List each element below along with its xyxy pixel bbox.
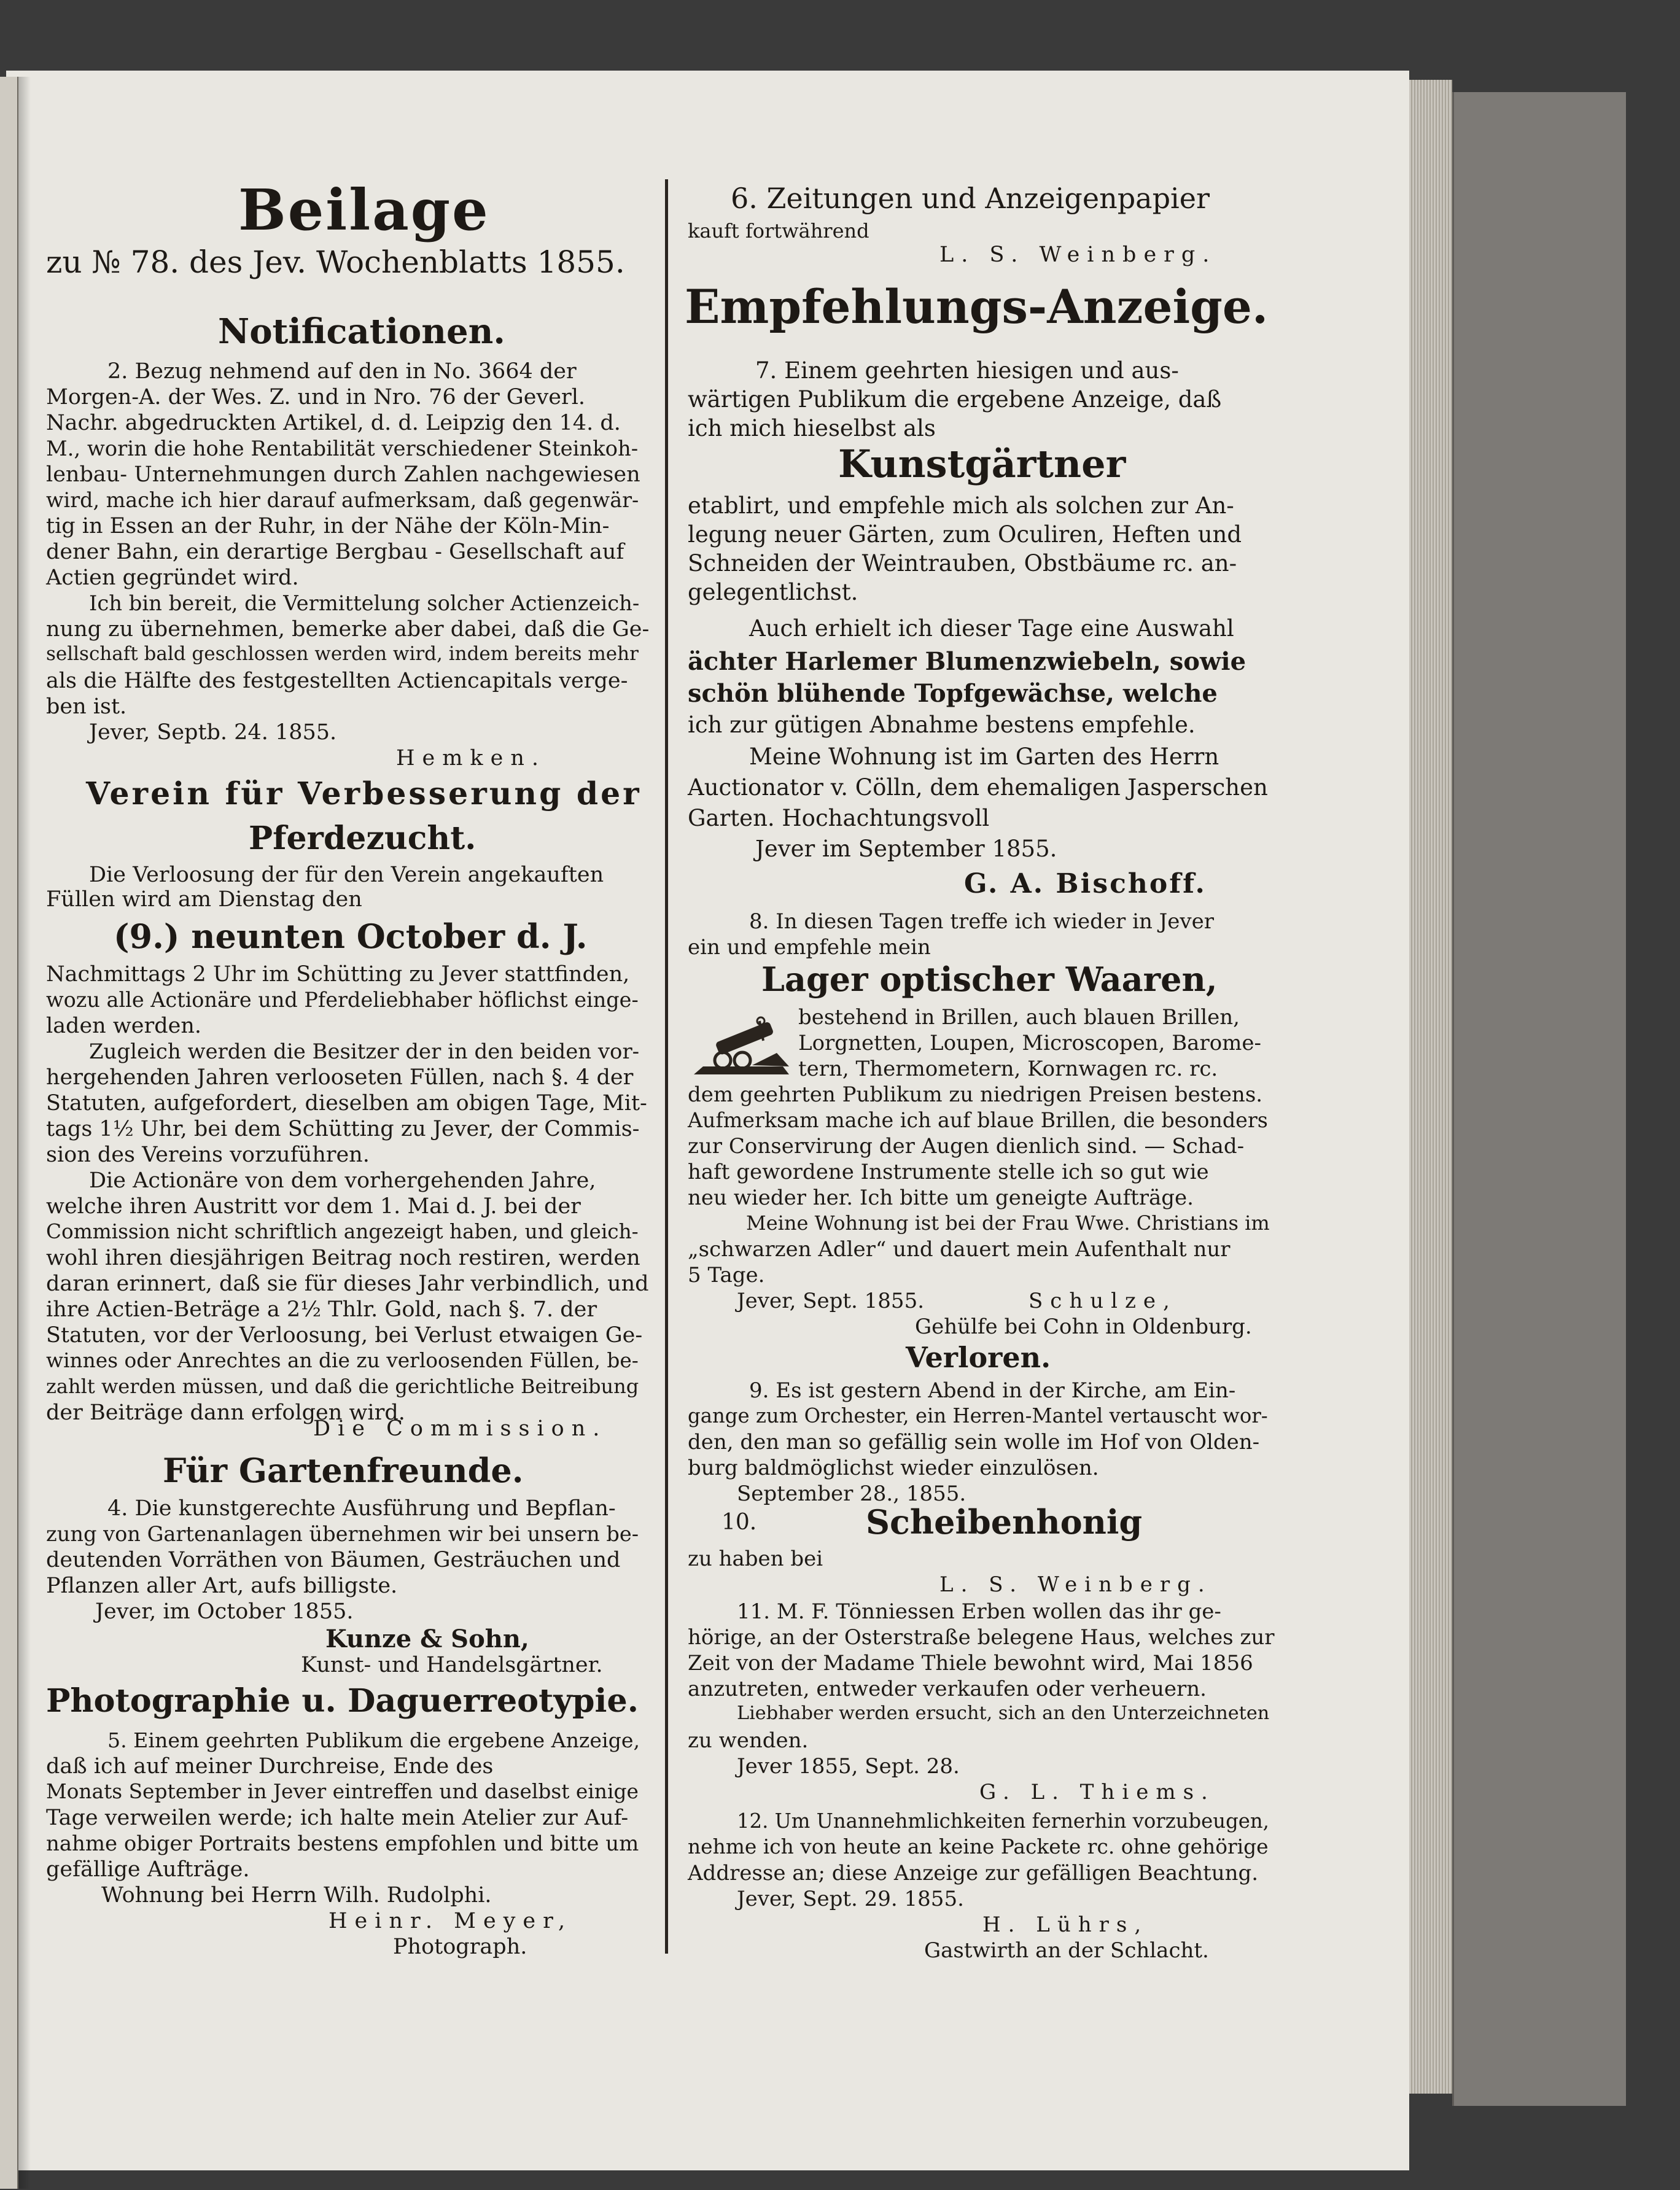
notice-11-line: Liebhaber werden ersucht, sich an den Unterzeichneten xyxy=(737,1703,1270,1724)
notice-12-line: Addresse an; diese Anzeige zur gefälligen Beachtung. xyxy=(688,1861,1259,1885)
optik-heading: Lager optischer Waaren, xyxy=(761,960,1218,999)
verein-body-line: sion des Vereins vorzuführen. xyxy=(46,1143,370,1167)
verein-body-line: der Beiträge dann erfolgen wird. xyxy=(46,1400,405,1425)
notice-4-line: zung von Gartenanlagen übernehmen wir bei unsern be- xyxy=(46,1522,639,1546)
notice-10-line: zu haben bei xyxy=(688,1547,823,1571)
verein-heading-2: Pferdezucht. xyxy=(249,820,476,857)
notice-7-body-line: legung neuer Gärten, zum Oculiren, Heften und xyxy=(688,521,1242,548)
column-divider xyxy=(665,179,668,1954)
notice-8-signature: Schulze, xyxy=(1029,1289,1177,1313)
notice-6-signature: L. S. Weinberg. xyxy=(939,243,1217,267)
notice-8-body-line: haft gewordene Instrumente stelle ich so gut wie xyxy=(688,1160,1209,1184)
notice-12-date: Jever, Sept. 29. 1855. xyxy=(737,1887,964,1911)
notice-9-line: gange zum Orchester, ein Herren-Mantel vertauscht wor- xyxy=(688,1404,1268,1427)
lost-heading: Verloren. xyxy=(906,1341,1051,1374)
notice-7-body-line: Garten. Hochachtungsvoll xyxy=(688,805,990,831)
notice-8-body-line: neu wieder her. Ich bitte um geneigte Aufträge. xyxy=(688,1186,1194,1210)
notice-2-line: 2. Bezug nehmend auf den in No. 3664 der xyxy=(107,359,577,384)
notice-2-line: wird, mache ich hier darauf aufmerksam, daß gegenwär- xyxy=(46,488,639,512)
notice-4-date: Jever, im October 1855. xyxy=(95,1599,354,1624)
notice-8-line: 8. In diesen Tagen treffe ich wieder in Jever xyxy=(749,909,1215,934)
verein-body-line: laden werden. xyxy=(46,1014,202,1038)
notice-7-signature: G. A. Bischoff. xyxy=(964,868,1207,899)
notice-7-body-line: Meine Wohnung ist im Garten des Herrn xyxy=(749,744,1219,770)
notice-5-signature: Heinr. Meyer, xyxy=(329,1909,573,1933)
notice-9-line: den, den man so gefällig sein wolle im Hof von Olden- xyxy=(688,1430,1260,1454)
notice-4-line: 4. Die kunstgerechte Ausführung und Bepflan- xyxy=(107,1496,616,1521)
honey-heading: Scheibenhonig xyxy=(866,1502,1143,1542)
notice-7-body-line: schön blühende Topfgewächse, welche xyxy=(688,679,1218,708)
notice-2-line: sellschaft bald geschlossen werden wird, indem bereits mehr xyxy=(46,643,639,665)
notice-7-body-line: etablirt, und empfehle mich als solchen zur An- xyxy=(688,492,1234,519)
notice-11-line: zu wenden. xyxy=(688,1728,809,1753)
notice-11-line: anzutreten, entweder verkaufen oder verheuern. xyxy=(688,1677,1207,1701)
verein-signature: Die Commission. xyxy=(313,1416,607,1441)
notice-8-body-line: zur Conservirung der Augen dienlich sind. — Schad- xyxy=(688,1134,1245,1159)
verein-body-line: Statuten, aufgefordert, dieselben am obigen Tage, Mit- xyxy=(46,1091,647,1116)
gutter-shadow xyxy=(17,77,31,2189)
notice-5-line: daß ich auf meiner Durchreise, Ende des xyxy=(46,1754,494,1779)
verein-body-line: wozu alle Actionäre und Pferdeliebhaber höflichst einge- xyxy=(46,988,639,1012)
notice-5-line: nahme obiger Portraits bestens empfohlen und bitte um xyxy=(46,1831,639,1855)
notice-11-date: Jever 1855, Sept. 28. xyxy=(737,1754,960,1779)
notice-6-title: 6. Zeitungen und Anzeigenpapier xyxy=(731,182,1210,215)
notice-8-body-line: Lorgnetten, Loupen, Microscopen, Barome- xyxy=(798,1031,1262,1055)
notice-12-line: 12. Um Unannehmlichkeiten fernerhin vorzubeugen, xyxy=(737,1809,1269,1833)
notice-7-line: 7. Einem geehrten hiesigen und aus- xyxy=(755,357,1179,384)
notice-4-signature: Kunze & Sohn, xyxy=(325,1625,529,1653)
notice-4-line: Pflanzen aller Art, aufs billigste. xyxy=(46,1574,398,1598)
notice-5-address: Wohnung bei Herrn Wilh. Rudolphi. xyxy=(101,1883,492,1908)
notice-11-line: 11. M. F. Tönniessen Erben wollen das ihr ge- xyxy=(737,1599,1221,1624)
book-cover xyxy=(1452,92,1626,2106)
notice-8-role: Gehülfe bei Cohn in Oldenburg. xyxy=(915,1314,1252,1339)
kunstgaertner-heading: Kunstgärtner xyxy=(838,441,1126,486)
notice-2-line: Nachr. abgedruckten Artikel, d. d. Leipzig den 14. d. xyxy=(46,411,621,435)
notice-4-line: deutenden Vorräthen von Bäumen, Gesträuchen und xyxy=(46,1548,621,1572)
verein-body-line: ihre Actien-Beträge a 2½ Thlr. Gold, nach §. 7. der xyxy=(46,1297,597,1322)
notice-8-body-line: tern, Thermometern, Kornwagen rc. rc. xyxy=(798,1057,1218,1081)
notice-2-line: nung zu übernehmen, bemerke aber dabei, daß die Ge- xyxy=(46,617,650,642)
supplement-subtitle: zu № 78. des Jev. Wochenblatts 1855. xyxy=(46,244,625,280)
notice-11-signature: G. L. Thiems. xyxy=(979,1780,1215,1804)
notice-7-body-line: Schneiden der Weintrauben, Obstbäume rc. an- xyxy=(688,550,1237,577)
notice-7-body-line: Auch erhielt ich dieser Tage eine Auswahl xyxy=(749,615,1234,642)
notice-12-line: nehme ich von heute an keine Packete rc. ohne gehörige xyxy=(688,1835,1269,1858)
notice-8-body-line: Aufmerksam mache ich auf blaue Brillen, die besonders xyxy=(688,1108,1268,1132)
verein-body-line: Commission nicht schriftlich angezeigt haben, und gleich- xyxy=(46,1220,639,1243)
notice-7-line: wärtigen Publikum die ergebene Anzeige, daß xyxy=(688,386,1222,413)
notice-9-date: September 28., 1855. xyxy=(737,1481,966,1506)
notice-2-line: als die Hälfte des festgestellten Actiencapitals verge- xyxy=(46,669,628,693)
notice-11-line: Zeit von der Madame Thiele bewohnt wird, Mai 1856 xyxy=(688,1651,1253,1676)
verein-body-line: hergehenden Jahren verlooseten Füllen, nach §. 4 der xyxy=(46,1065,634,1090)
notice-10-number: 10. xyxy=(721,1510,757,1535)
section-heading-notifications: Notificationen. xyxy=(218,311,505,352)
notice-5-line: Monats September in Jever eintreffen und daselbst einige xyxy=(46,1780,639,1803)
notice-10-signature: L. S. Weinberg. xyxy=(939,1572,1212,1597)
notice-5-line: gefällige Aufträge. xyxy=(46,1857,250,1882)
garden-heading: Für Gartenfreunde. xyxy=(163,1451,524,1490)
notice-2-line: Morgen-A. der Wes. Z. und in Nro. 76 der Geverl. xyxy=(46,385,586,410)
notice-8-body-line: Meine Wohnung ist bei der Frau Wwe. Christians im xyxy=(746,1211,1270,1235)
empfehlung-heading: Empfehlungs-Anzeige. xyxy=(685,279,1269,334)
notice-11-line: hörige, an der Osterstraße belegene Haus, welches zur xyxy=(688,1625,1275,1650)
facing-page-edge xyxy=(0,77,18,2189)
notice-12-signature: H. Lührs, xyxy=(982,1912,1149,1937)
notice-9-line: 9. Es ist gestern Abend in der Kirche, am Ein- xyxy=(749,1378,1236,1403)
notice-7-body-line: ich zur gütigen Abnahme bestens empfehle. xyxy=(688,712,1196,738)
verein-body-line: daran erinnert, daß sie für dieses Jahr verbindlich, und xyxy=(46,1272,649,1296)
notice-4-role: Kunst- und Handelsgärtner. xyxy=(301,1653,603,1677)
page-block-edge xyxy=(1409,80,1452,2094)
notice-12-role: Gastwirth an der Schlacht. xyxy=(924,1938,1209,1963)
notice-5-role: Photograph. xyxy=(393,1935,527,1959)
notice-5-line: 5. Einem geehrten Publikum die ergebene Anzeige, xyxy=(107,1728,640,1752)
notice-2-signature: Hemken. xyxy=(396,746,546,771)
supplement-title: Beilage xyxy=(238,177,490,243)
notice-8-line: ein und empfehle mein xyxy=(688,935,931,960)
notice-8-date: Jever, Sept. 1855. xyxy=(737,1289,925,1313)
verein-body-line: Statuten, vor der Verloosung, bei Verlust etwaigen Ge- xyxy=(46,1323,643,1348)
notice-5-line: Tage verweilen werde; ich halte mein Atelier zur Auf- xyxy=(46,1806,629,1830)
verein-body-line: zahlt werden müssen, und daß die gerichtliche Beitreibung xyxy=(46,1375,639,1398)
verein-body-line: welche ihren Austritt vor dem 1. Mai d. J. bei der xyxy=(46,1194,581,1219)
photo-heading: Photographie u. Daguerreotypie. xyxy=(46,1682,639,1720)
notice-7-body-line: Auctionator v. Cölln, dem ehemaligen Jasperschen xyxy=(688,774,1268,801)
notice-2-date: Jever, Septb. 24. 1855. xyxy=(89,720,337,745)
verein-body-line: wohl ihren diesjährigen Beitrag noch restiren, werden xyxy=(46,1246,640,1270)
notice-7-body-line: gelegentlichst. xyxy=(688,579,858,605)
notice-2-line: dener Bahn, ein derartige Bergbau - Gesellschaft auf xyxy=(46,540,624,564)
verein-body-line: Die Actionäre von dem vorhergehenden Jahre, xyxy=(89,1168,596,1193)
verein-heading: Verein für Verbesserung der xyxy=(86,775,642,812)
verein-body-line: winnes oder Anrechtes an die zu verloosenden Füllen, be- xyxy=(46,1349,639,1372)
notice-8-body-line: bestehend in Brillen, auch blauen Brillen, xyxy=(798,1005,1240,1030)
notice-2-line: ben ist. xyxy=(46,694,127,719)
notice-9-line: burg baldmöglichst wieder einzulösen. xyxy=(688,1456,1099,1480)
notice-8-body-line: dem geehrten Publikum zu niedrigen Preisen bestens. xyxy=(688,1082,1263,1107)
notice-8-body-line: 5 Tage. xyxy=(688,1263,765,1287)
verein-intro-line: Die Verloosung der für den Verein angekauften xyxy=(89,863,604,887)
verein-body-line: Nachmittags 2 Uhr im Schütting zu Jever stattfinden, xyxy=(46,962,630,987)
notice-2-line: M., worin die hohe Rentabilität verschiedener Steinkoh- xyxy=(46,437,639,460)
notice-7-body-line: ächter Harlemer Blumenzwiebeln, sowie xyxy=(688,647,1246,676)
verein-body-line: tags 1½ Uhr, bei dem Schütting zu Jever, der Commis- xyxy=(46,1117,640,1141)
verein-intro-line: Füllen wird am Dienstag den xyxy=(46,887,362,912)
notice-2-line: Actien gegründet wird. xyxy=(46,565,299,590)
notice-2-line: tig in Essen an der Ruhr, in der Nähe der Köln-Min- xyxy=(46,514,610,538)
notice-7-line: ich mich hieselbst als xyxy=(688,415,936,441)
spectacles-icon xyxy=(691,1016,795,1084)
notice-6-line: kauft fortwährend xyxy=(688,219,869,243)
verein-date-heading: (9.) neunten October d. J. xyxy=(114,917,588,956)
notice-2-line: lenbau- Unternehmungen durch Zahlen nachgewiesen xyxy=(46,462,640,487)
notice-7-body-line: Jever im September 1855. xyxy=(755,836,1057,862)
notice-2-line: Ich bin bereit, die Vermittelung solcher Actienzeich- xyxy=(89,591,640,615)
verein-body-line: Zugleich werden die Besitzer der in den beiden vor- xyxy=(89,1039,640,1063)
notice-8-body-line: „schwarzen Adler“ und dauert mein Aufenthalt nur xyxy=(688,1237,1231,1262)
